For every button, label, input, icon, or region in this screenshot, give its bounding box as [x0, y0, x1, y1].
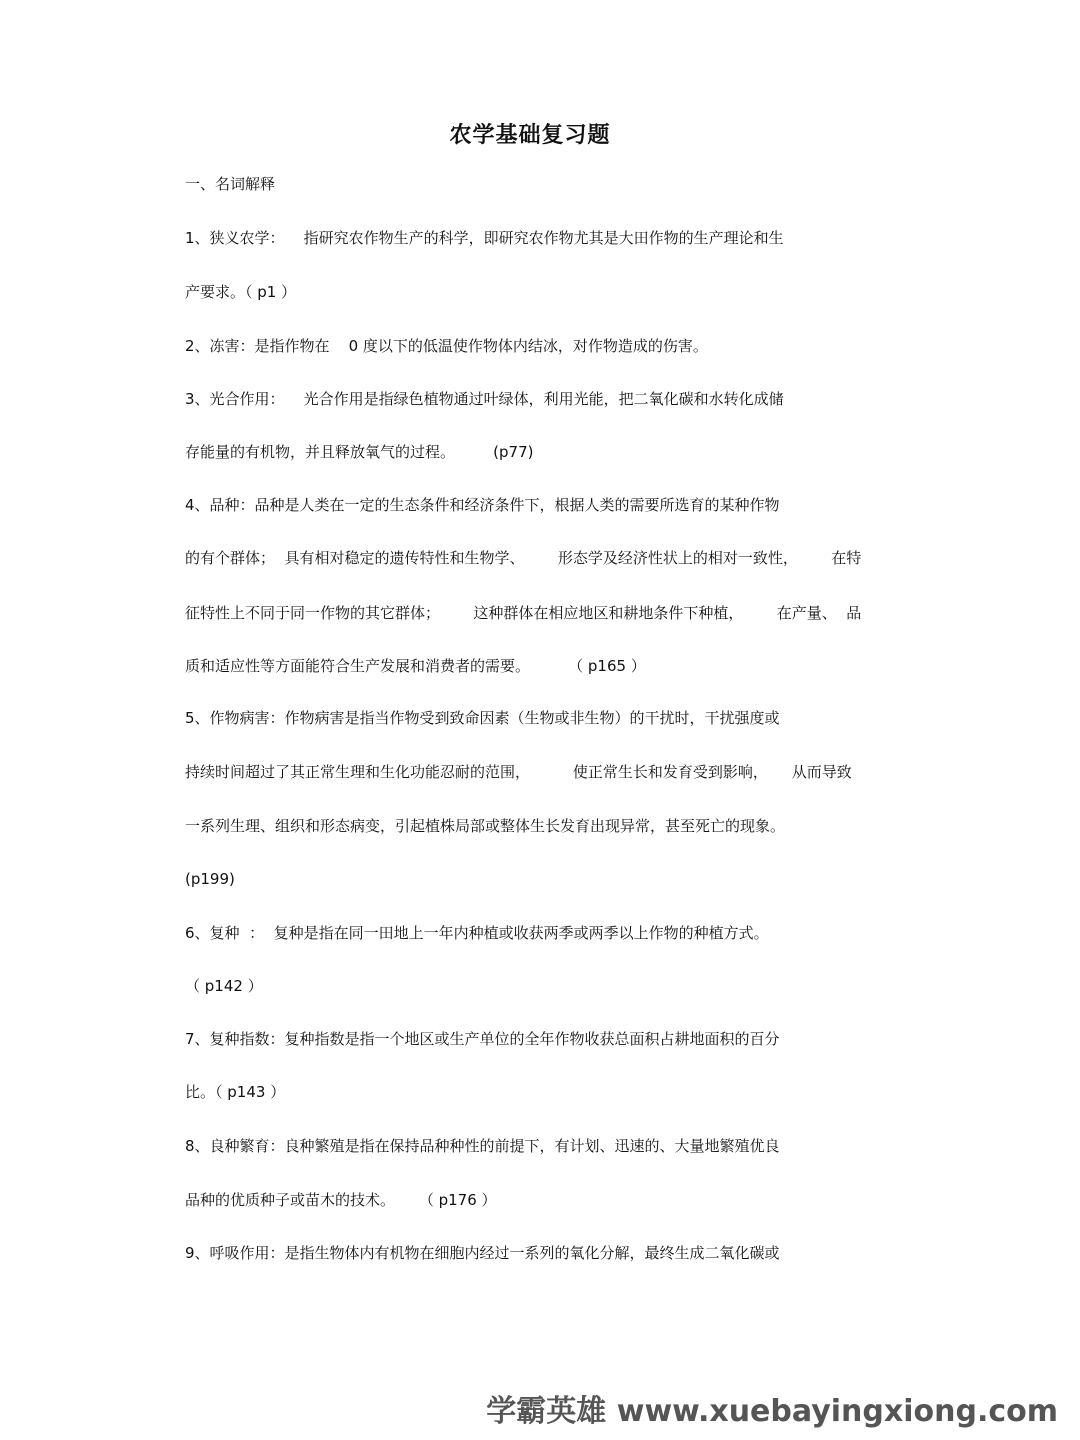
- text-line: 比。（ p143 ）: [185, 1083, 286, 1101]
- document-title: 农学基础复习题: [449, 123, 611, 148]
- text-line: 5、作物病害：作物病害是指当作物受到致命因素（生物或非生物）的干扰时，干扰强度或: [185, 709, 780, 727]
- text-line: (p199): [185, 870, 235, 888]
- text-line: 8、良种繁育：良种繁殖是指在保持品种种性的前提下，有计划、迅速的、大量地繁殖优良: [185, 1137, 780, 1155]
- text-line: 持续时间超过了其正常生理和生化功能忍耐的范围， 使正常生长和发育受到影响， 从而导致: [185, 763, 852, 781]
- text-line: 的有个群体； 具有相对稳定的遗传特性和生物学、 形态学及经济性状上的相对一致性， 在特: [185, 549, 862, 567]
- text-line: 2、冻害：是指作物在 0 度以下的低温使作物体内结冰，对作物造成的伤害。: [185, 337, 708, 355]
- text-line: 存能量的有机物，并且释放氧气的过程。 (p77): [185, 443, 534, 461]
- watermark: 学霸英雄 www.xuebayingxiong.com: [486, 1394, 1058, 1429]
- section-heading: 一、名词解释: [185, 175, 276, 193]
- text-line: 1、狭义农学： 指研究农作物生产的科学，即研究农作物尤其是大田作物的生产理论和生: [185, 229, 784, 247]
- text-line: （ p142 ）: [185, 977, 263, 995]
- text-line: 4、品种：品种是人类在一定的生态条件和经济条件下，根据人类的需要所选育的某种作物: [185, 496, 780, 514]
- text-line: 3、光合作用： 光合作用是指绿色植物通过叶绿体，利用光能，把二氧化碳和水转化成储: [185, 390, 784, 408]
- text-line: 一系列生理、组织和形态病变，引起植株局部或整体生长发育出现异常，甚至死亡的现象。: [185, 817, 786, 835]
- text-line: 征特性上不同于同一作物的其它群体； 这种群体在相应地区和耕地条件下种植， 在产量、 品: [185, 604, 862, 622]
- text-line: 6、复种 ： 复种是指在同一田地上一年内种植或收获两季或两季以上作物的种植方式。: [185, 924, 769, 942]
- text-line: 质和适应性等方面能符合生产发展和消费者的需要。 （ p165 ）: [185, 657, 646, 675]
- text-line: 品种的优质种子或苗木的技术。 （ p176 ）: [185, 1191, 497, 1209]
- text-line: 9、呼吸作用：是指生物体内有机物在细胞内经过一系列的氧化分解，最终生成二氧化碳或: [185, 1244, 780, 1262]
- text-line: 产要求。（ p1 ）: [185, 283, 297, 301]
- text-line: 7、复种指数：复种指数是指一个地区或生产单位的全年作物收获总面积占耕地面积的百分: [185, 1030, 780, 1048]
